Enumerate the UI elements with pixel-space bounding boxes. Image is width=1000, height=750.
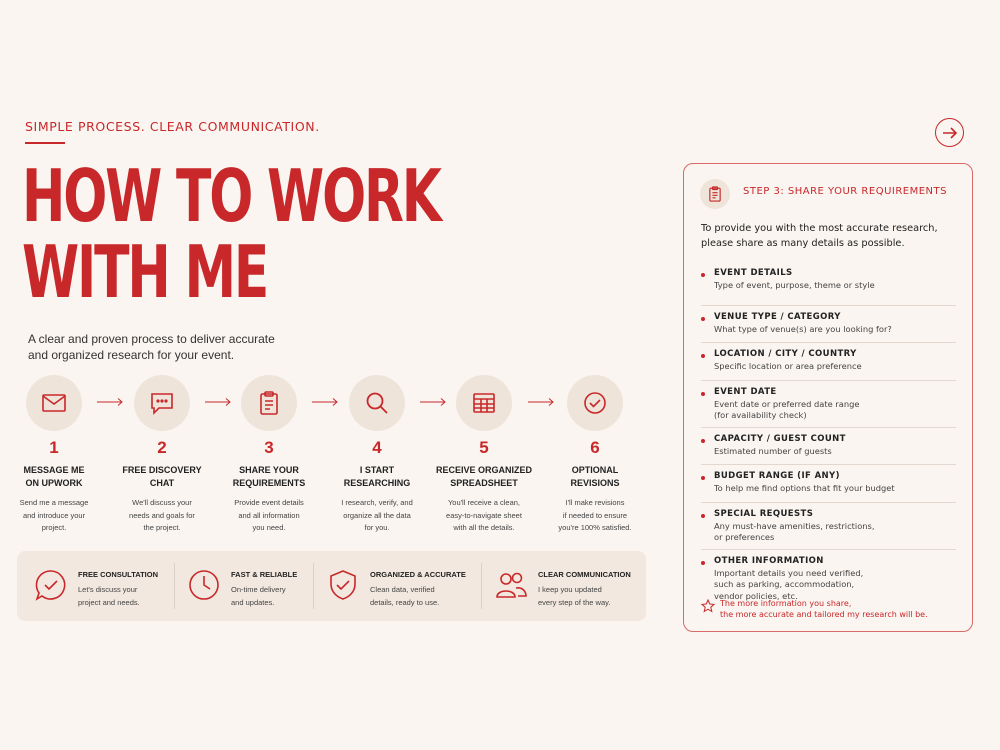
- feature-fast-reliable: [187, 551, 321, 621]
- step-icon-circle: [349, 375, 405, 431]
- step-icon-circle: [26, 375, 82, 431]
- requirement-description: What type of venue(s) are you looking for?: [714, 323, 892, 334]
- page-title-line-2: WITH ME: [22, 230, 268, 314]
- step-desc-line: Send me a message: [19, 498, 89, 507]
- requirement-title: BUDGET RANGE (IF ANY): [714, 471, 840, 481]
- step-name-line: REVISIONS: [570, 477, 620, 488]
- feature-description: [538, 583, 628, 609]
- requirements-list: [701, 268, 956, 600]
- step-name-line: RECEIVE ORGANIZED: [435, 465, 532, 475]
- step-icon-circle: [134, 375, 190, 431]
- step-name: [107, 464, 217, 489]
- step-6: [540, 375, 650, 535]
- note-line: the more accurate and tailored my research will be.: [720, 610, 928, 619]
- check-circle-icon: [581, 389, 609, 417]
- step-desc-line: if needed to ensure: [562, 510, 628, 520]
- bullet-dot: [701, 514, 705, 518]
- page-title: [22, 154, 440, 314]
- step-name-line: REQUIREMENTS: [232, 477, 306, 488]
- step-number: 2: [157, 438, 167, 457]
- feature-title: ORGANIZED & ACCURATE: [370, 570, 466, 579]
- step-desc-line: and introduce your: [22, 510, 86, 520]
- requirement-description: Type of event, purpose, theme or style: [714, 280, 875, 290]
- step-description: [322, 497, 432, 535]
- step-desc-line: for you.: [364, 523, 390, 532]
- step-desc-line: you need.: [252, 523, 286, 532]
- requirement-description: Important details you need verified, such as parking, accommodation, vendor policies, etc.: [714, 567, 864, 601]
- feature-title: FAST & RELIABLE: [231, 570, 298, 579]
- feature-divider: [313, 563, 314, 609]
- list-item: [701, 381, 956, 428]
- step-4: [322, 375, 432, 535]
- step-description: [107, 497, 217, 535]
- step-desc-line: We'll discuss your: [132, 498, 192, 507]
- spreadsheet-icon: [470, 389, 498, 417]
- list-item: [701, 343, 956, 381]
- bullet-dot: [701, 439, 705, 443]
- page-subtitle: A clear and proven process to deliver accurate and organized research for your event.: [28, 332, 275, 362]
- feature-desc-line: details, ready to use.: [370, 598, 440, 607]
- bullet-dot: [701, 476, 705, 480]
- step-desc-line: needs and goals for: [129, 510, 195, 520]
- feature-desc-line: I keep you updated: [538, 585, 602, 594]
- requirements-panel: [683, 163, 973, 632]
- requirement-title: EVENT DATE: [714, 386, 777, 397]
- step-name-line: ON UPWORK: [25, 477, 83, 488]
- note-line: The more information you share,: [720, 599, 852, 608]
- step-name: [0, 464, 109, 489]
- step-number: 6: [590, 438, 600, 457]
- feature-desc-line: On-time delivery: [231, 585, 286, 594]
- step-description: [0, 497, 109, 535]
- page-title-line-1: HOW TO WORK: [22, 154, 440, 238]
- step-name-line: FREE DISCOVERY: [122, 465, 202, 475]
- users-icon: [494, 568, 528, 602]
- step-name: [214, 464, 324, 489]
- arrow-right-icon: [942, 126, 958, 140]
- step-number: 3: [264, 438, 274, 457]
- process-steps: [0, 375, 660, 535]
- feature-desc-line: Let's discuss your: [78, 585, 138, 594]
- step-2: [107, 375, 217, 535]
- step-name-line: I START: [359, 465, 395, 475]
- requirement-description: Event date or preferred date range (for availability check): [714, 398, 860, 420]
- feature-desc-line: and updates.: [231, 598, 275, 607]
- feature-description: [78, 583, 168, 609]
- step-name: [540, 464, 650, 489]
- step-description: [429, 497, 539, 535]
- feature-title: FREE CONSULTATION: [78, 570, 158, 579]
- list-item: [701, 306, 956, 344]
- star-icon: [701, 599, 715, 613]
- step-3: [214, 375, 324, 535]
- step-desc-line: I'll make revisions: [565, 498, 625, 507]
- step-icon-circle: [567, 375, 623, 431]
- requirement-title: LOCATION / CITY / COUNTRY: [714, 349, 857, 359]
- step-number: 5: [479, 438, 489, 457]
- feature-divider: [174, 563, 175, 609]
- step-desc-line: organize all the data: [343, 510, 411, 520]
- step-desc-line: with all the details.: [453, 523, 515, 532]
- step-name-line: SHARE YOUR: [239, 465, 299, 475]
- clipboard-icon: [255, 389, 283, 417]
- list-item: [701, 503, 956, 550]
- feature-desc-line: every step of the way.: [538, 598, 611, 607]
- requirement-description: Estimated number of guests: [714, 445, 832, 456]
- step-desc-line: Provide event details: [234, 498, 304, 507]
- step-name-line: MESSAGE ME: [23, 465, 85, 475]
- step-desc-line: easy-to-navigate sheet: [446, 510, 522, 520]
- step-1: [0, 375, 109, 535]
- step-name-line: RESEARCHING: [343, 477, 411, 488]
- step-5: [429, 375, 539, 535]
- bullet-dot: [701, 317, 705, 321]
- step-name-line: OPTIONAL: [571, 465, 619, 475]
- feature-free-consultation: [34, 551, 168, 621]
- envelope-icon: [40, 389, 68, 417]
- step-name: [322, 464, 432, 489]
- panel-title: STEP 3: SHARE YOUR REQUIREMENTS: [743, 186, 947, 197]
- magnifier-icon: [363, 389, 391, 417]
- step-icon-circle: [456, 375, 512, 431]
- requirement-title: EVENT DETAILS: [714, 268, 793, 278]
- clock-icon: [187, 568, 221, 602]
- feature-title: CLEAR COMMUNICATION: [538, 570, 631, 579]
- clipboard-icon: [706, 185, 724, 203]
- panel-icon-circle: [700, 179, 730, 209]
- next-arrow-button[interactable]: [935, 118, 964, 147]
- step-desc-line: I research, verify, and: [341, 498, 413, 507]
- requirement-title: SPECIAL REQUESTS: [714, 508, 814, 519]
- list-item: [701, 268, 956, 306]
- features-strip: [17, 551, 646, 621]
- step-desc-line: project.: [41, 523, 67, 532]
- feature-divider: [481, 563, 482, 609]
- step-desc-line: the project.: [143, 523, 181, 532]
- step-name: [429, 464, 539, 489]
- feature-organized-accurate: [326, 551, 466, 621]
- step-desc-line: You'll receive a clean,: [447, 498, 521, 507]
- requirement-description: Any must-have amenities, restrictions, or preferences: [714, 520, 875, 542]
- eyebrow-label: SIMPLE PROCESS. CLEAR COMMUNICATION.: [25, 119, 320, 134]
- step-name-line: CHAT: [149, 477, 175, 488]
- chat-check-icon: [34, 568, 68, 602]
- list-item: [701, 428, 956, 466]
- feature-desc-line: Clean data, verified: [370, 585, 435, 594]
- step-description: [540, 497, 650, 535]
- step-description: [214, 497, 324, 535]
- step-icon-circle: [241, 375, 297, 431]
- shield-check-icon: [326, 568, 360, 602]
- feature-description: [370, 583, 460, 609]
- feature-clear-communication: [494, 551, 631, 621]
- requirement-description: To help me find options that fit your budget: [714, 483, 895, 493]
- chat-bubble-icon: [148, 389, 176, 417]
- step-desc-line: you're 100% satisfied.: [558, 523, 632, 532]
- step-number: 4: [372, 438, 382, 457]
- step-name-line: SPREADSHEET: [450, 477, 518, 488]
- bullet-dot: [701, 561, 705, 565]
- panel-note: [701, 598, 928, 620]
- requirement-description: Specific location or area preference: [714, 361, 862, 371]
- bullet-dot: [701, 354, 705, 358]
- list-item: [701, 465, 956, 503]
- requirement-title: VENUE TYPE / CATEGORY: [714, 311, 841, 322]
- requirement-title: OTHER INFORMATION: [714, 555, 824, 566]
- feature-desc-line: project and needs.: [78, 598, 140, 607]
- eyebrow-divider: [25, 142, 65, 144]
- bullet-dot: [701, 392, 705, 396]
- panel-intro: To provide you with the most accurate research, please share as many details as possible.: [701, 223, 938, 249]
- step-desc-line: and all information: [238, 510, 300, 520]
- feature-description: [231, 583, 321, 609]
- step-number: 1: [49, 438, 59, 457]
- list-item: [701, 550, 956, 600]
- bullet-dot: [701, 273, 705, 277]
- requirement-title: CAPACITY / GUEST COUNT: [714, 433, 846, 444]
